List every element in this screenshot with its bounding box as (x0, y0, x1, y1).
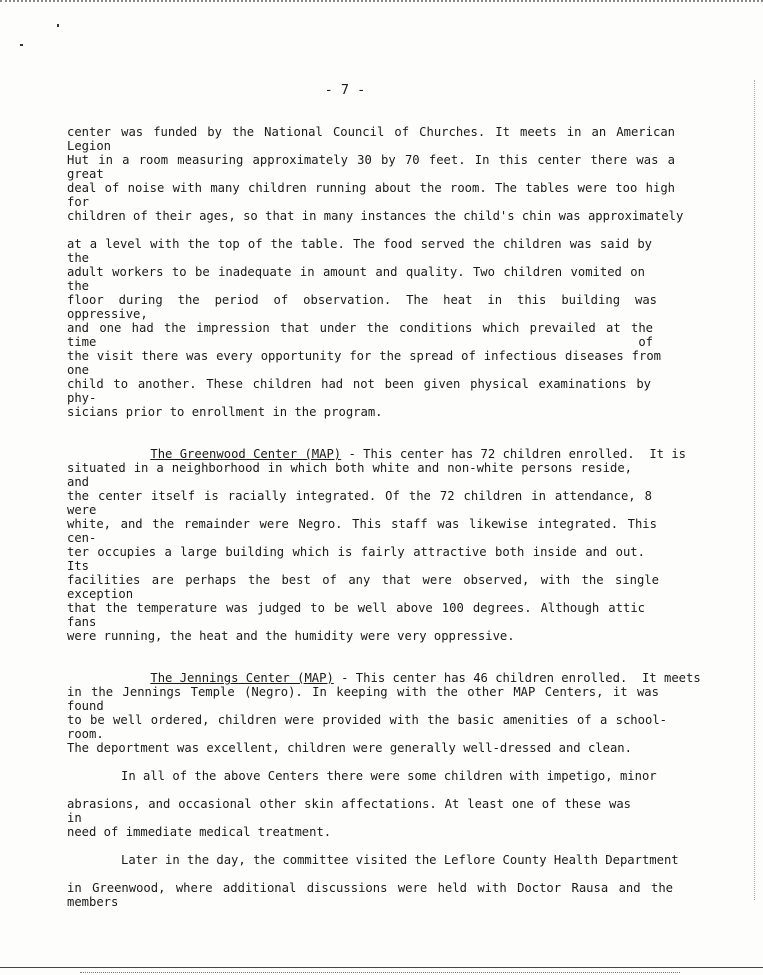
right-margin-marks (754, 80, 755, 900)
text-line: center was funded by the National Council of Churches. It meets in an American Legion (67, 125, 675, 153)
bottom-rule (0, 967, 763, 968)
scan-mark (57, 24, 59, 27)
text-line: need of immediate medical treatment. (67, 825, 332, 839)
text-line: were running, the heat and the humidity were very oppressive. (67, 629, 515, 643)
text-line: that the temperature was judged to be well above 100 degrees. Although attic fans (67, 601, 645, 629)
text-line: adult workers to be inadequate in amount and quality. Two children vomited on the (67, 265, 645, 293)
text-line: at a level with the top of the table. The food served the children was said by the (67, 237, 652, 265)
text-span: - This center has 72 children enrolled. It is (341, 447, 687, 461)
text-line: In all of the above Centers there were some children with impetigo, minor (121, 769, 657, 783)
bottom-perforation (80, 972, 680, 973)
text-line: white, and the remainder were Negro. This staff was likewise integrated. This cen- (67, 517, 657, 545)
text-line: floor during the period of observation. The heat in this building was oppressive, (67, 293, 657, 321)
text-line: The deportment was excellent, children were generally well-dressed and clean. (67, 741, 632, 755)
text-line: the visit there was every opportunity for the spread of infectious diseases from one (67, 349, 661, 377)
text-line: to be well ordered, children were provided with the basic amenities of a school-room. (67, 713, 667, 741)
text-span: - This center has 46 children enrolled. It meets (333, 671, 701, 685)
text-line: situated in a neighborhood in which both white and non-white persons reside, and (67, 461, 632, 489)
text-line: children of their ages, so that in many instances the child's chin was approximately (67, 209, 684, 223)
text-line: Later in the day, the committee visited the Leflore County Health Department (121, 853, 679, 867)
text-line: in the Jennings Temple (Negro). In keeping with the other MAP Centers, it was found (67, 685, 659, 713)
text-line: in Greenwood, where additional discussions were held with Doctor Rausa and the members (67, 881, 673, 909)
text-line: deal of noise with many children running about the room. The tables were too high for (67, 181, 675, 209)
text-line: ter occupies a large building which is fairly attractive both inside and out. Its (67, 545, 645, 573)
text-line: abrasions, and occasional other skin affectations. At least one of these was in (67, 797, 631, 825)
section-heading: The Greenwood Center (MAP) (150, 447, 342, 461)
text-line: facilities are perhaps the best of any that were observed, with the single exception (67, 573, 659, 601)
scan-mark (20, 44, 23, 46)
section-heading: The Jennings Center (MAP) (150, 671, 334, 685)
text-line: the center itself is racially integrated. Of the 72 children in attendance, 8 were (67, 489, 652, 517)
top-perforation (0, 0, 763, 2)
text-line: child to another. These children had not been given physical examinations by phy- (67, 377, 651, 405)
page-number: - 7 - (324, 82, 366, 98)
text-line: Hut in a room measuring approximately 30 by 70 feet. In this center there was a great (67, 153, 675, 181)
text-line: and one had the impression that under the conditions which prevailed at the time of (67, 321, 653, 349)
text-line: sicians prior to enrollment in the program. (67, 405, 383, 419)
